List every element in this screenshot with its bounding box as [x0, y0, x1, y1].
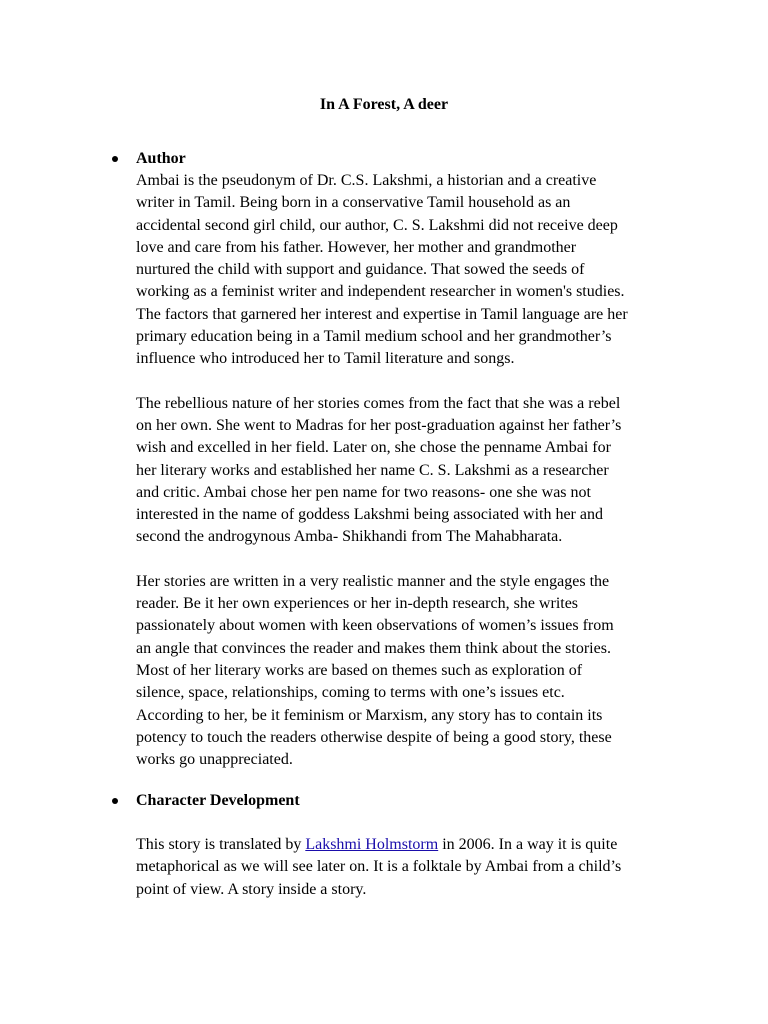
text-line: her literary works and established her name C. S. Lakshmi as a researcher: [136, 461, 609, 479]
text-line: silence, space, relationships, coming to terms with one’s issues etc.: [136, 684, 565, 702]
text-line: accidental second girl child, our author, C. S. Lakshmi did not receive deep: [136, 216, 618, 234]
text-line: According to her, be it feminism or Marxism, any story has to contain its: [136, 706, 603, 724]
document-title: In A Forest, A deer: [319, 96, 449, 113]
text-line: reader. Be it her own experiences or her in-depth research, she writes: [136, 595, 579, 613]
section-author: [136, 148, 676, 771]
text-line: metaphorical as we will see later on. It is a folktale by Ambai from a child’s: [136, 858, 622, 876]
text-line: nurtured the child with support and guidance. That sowed the seeds of: [136, 261, 585, 279]
text-line: writer in Tamil. Being born in a conservative Tamil household as an: [136, 194, 571, 212]
section-character-development: [136, 790, 676, 901]
text-line: works go unappreciated.: [136, 751, 293, 769]
character-paragraph-1: [136, 834, 676, 901]
author-paragraph-1: [136, 170, 676, 371]
text-line: point of view. A story inside a story.: [136, 880, 367, 898]
text-segment: in 2006. In a way it is quite: [438, 836, 618, 853]
author-paragraph-2: [136, 393, 676, 549]
author-paragraph-3: [136, 571, 676, 772]
text-line: second the androgynous Amba- Shikhandi from The Mahabharata.: [136, 528, 563, 546]
text-line: working as a feminist writer and independent researcher in women's studies.: [136, 283, 625, 301]
text-line: Her stories are written in a very realistic manner and the style engages the: [136, 572, 610, 590]
bullet-heading-author: [136, 148, 676, 170]
text-line: [136, 834, 676, 856]
text-line: love and care from his father. However, her mother and grandmother: [136, 238, 577, 256]
section-heading: Character Development: [136, 792, 300, 809]
text-line: influence who introduced her to Tamil literature and songs.: [136, 350, 515, 368]
text-line: primary education being in a Tamil medium school and her grandmother’s: [136, 328, 612, 346]
translator-link[interactable]: Lakshmi Holmstorm: [305, 836, 439, 853]
bullet-dot-icon: [112, 156, 118, 162]
text-line: The rebellious nature of her stories comes from the fact that she was a rebel: [136, 394, 621, 412]
text-line: on her own. She went to Madras for her post-graduation against her father’s: [136, 416, 622, 434]
text-line: and critic. Ambai chose her pen name for two reasons- one she was not: [136, 483, 591, 501]
text-line: wish and excelled in her field. Later on, she chose the penname Ambai for: [136, 439, 611, 457]
text-line: Most of her literary works are based on themes such as exploration of: [136, 661, 583, 679]
text-line: potency to touch the readers otherwise despite of being a good story, these: [136, 728, 612, 746]
text-line: Ambai is the pseudonym of Dr. C.S. Lakshmi, a historian and a creative: [136, 172, 597, 189]
text-line: The factors that garnered her interest and expertise in Tamil language are her: [136, 305, 628, 323]
text-segment: This story is translated by: [136, 836, 306, 853]
bullet-dot-icon: [112, 798, 118, 804]
text-line: passionately about women with keen observations of women’s issues from: [136, 617, 614, 635]
section-heading: Author: [136, 150, 186, 167]
text-line: interested in the name of goddess Lakshmi being associated with her and: [136, 506, 603, 524]
text-line: an angle that convinces the reader and makes them think about the stories.: [136, 639, 611, 657]
bullet-heading-character-development: [136, 790, 676, 812]
